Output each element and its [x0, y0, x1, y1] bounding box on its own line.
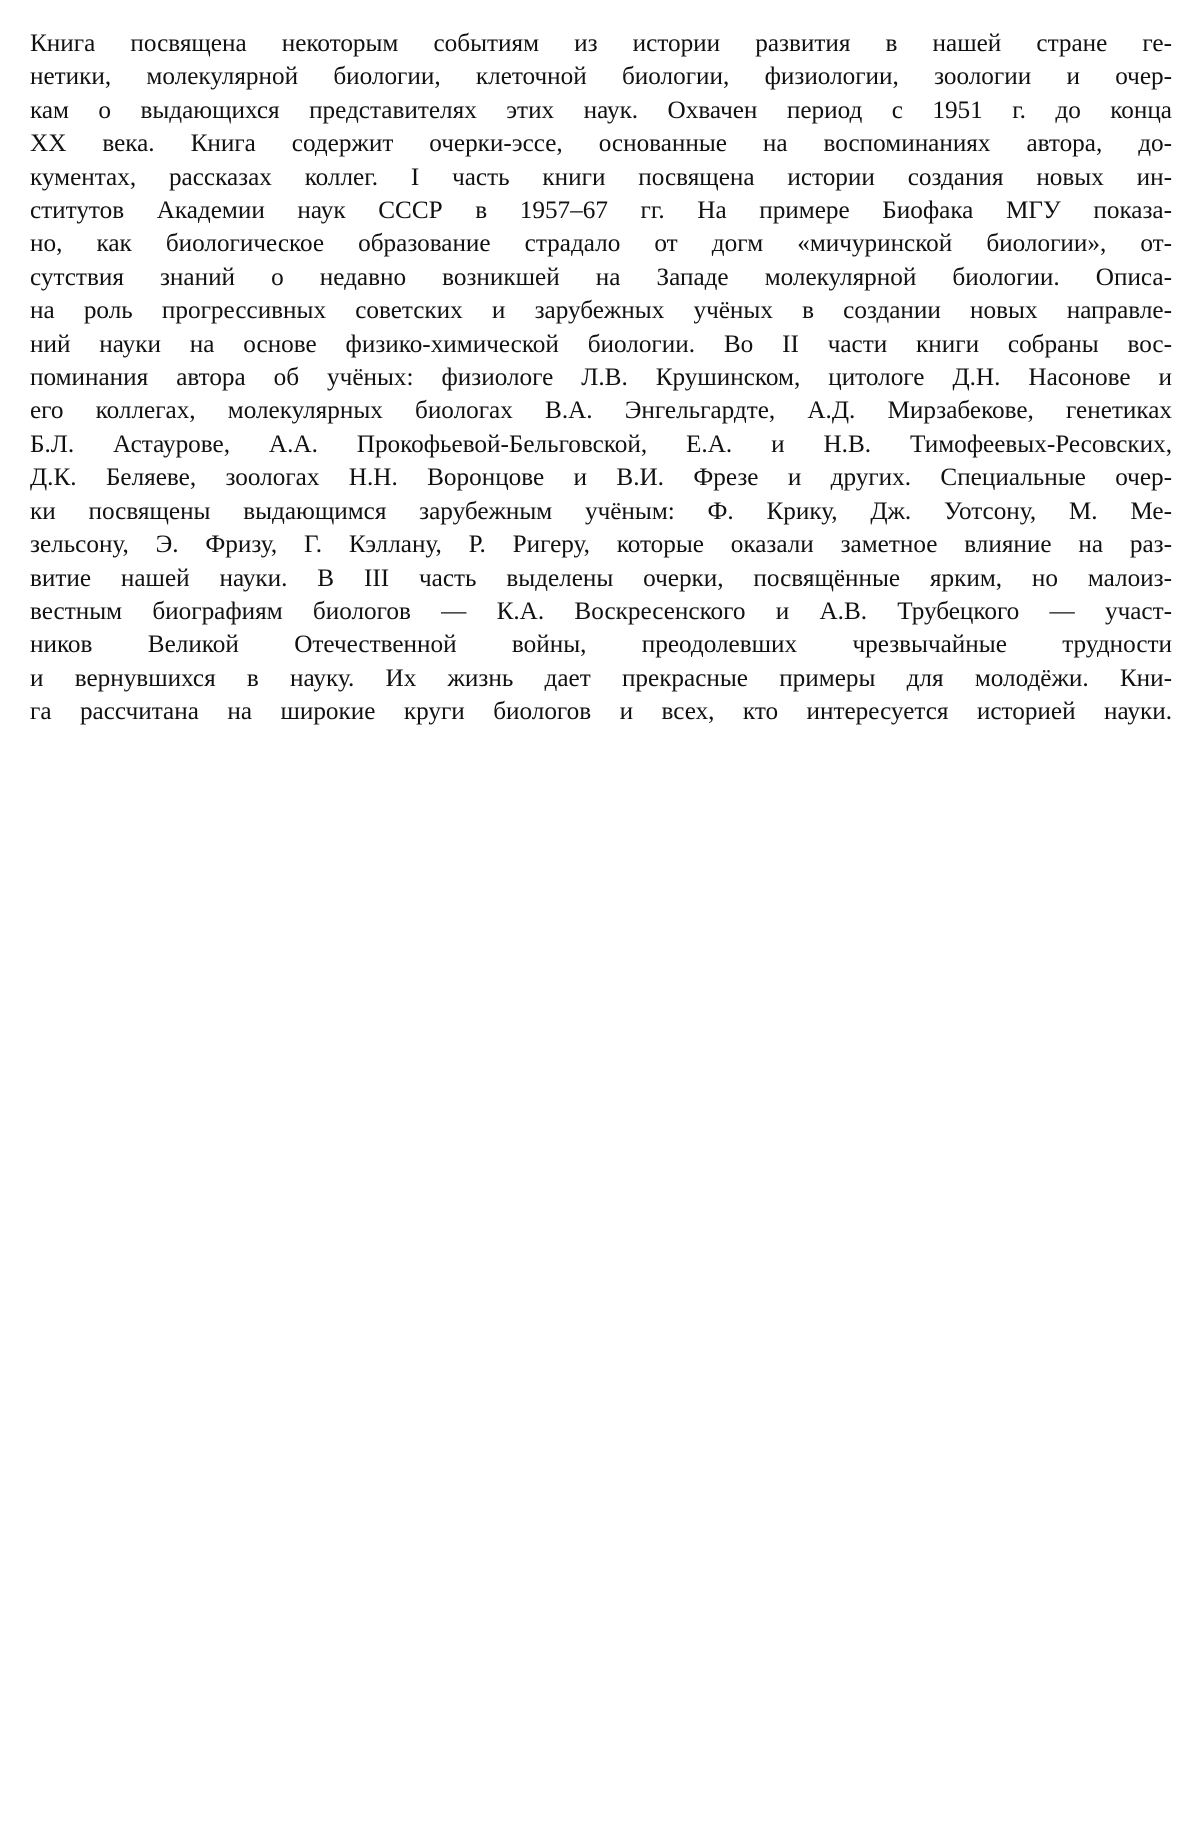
annotation-line-19: ников Великой Отечественной войны, преодолевших чрезвычайные трудности: [30, 631, 1172, 659]
annotation-line-21: га рассчитана на широкие круги биологов и всех, кто интересуется историей науки.: [30, 698, 1172, 726]
annotation-line-13: Б.Л. Астаурове, А.А. Прокофьевой-Бельговской, Е.А. и Н.В. Тимофеевых-Ресовских,: [30, 430, 1172, 458]
annotation-line-17: витие нашей науки. В III часть выделены очерки, посвящённые ярким, но малоиз-: [30, 564, 1172, 592]
annotation-line-1: Книга посвящена некоторым событиям из истории развития в нашей стране ге-: [30, 30, 1172, 57]
annotation-line-7: но, как биологическое образование страдало от догм «мичуринской биологии», от-: [30, 230, 1172, 258]
annotation-line-11: поминания автора об учёных: физиологе Л.В. Крушинском, цитологе Д.Н. Насонове и: [30, 364, 1172, 392]
annotation-line-5: кументах, рассказах коллег. I часть книги посвящена истории создания новых ин-: [30, 163, 1172, 191]
annotation-line-20: и вернувшихся в науку. Их жизнь дает прекрасные примеры для молодёжи. Кни-: [30, 664, 1172, 692]
book-annotation-paragraph: [30, 27, 1172, 729]
annotation-line-2: нетики, молекулярной биологии, клеточной биологии, физиологии, зоологии и очер-: [30, 63, 1172, 91]
annotation-line-18: вестным биографиям биологов — К.А. Воскресенского и А.В. Трубецкого — участ-: [30, 597, 1172, 625]
annotation-line-6: ститутов Академии наук СССР в 1957–67 гг. На примере Биофака МГУ показа-: [30, 197, 1172, 225]
annotation-line-4: XX века. Книга содержит очерки-эссе, основанные на воспоминаниях автора, до-: [30, 130, 1172, 158]
annotation-line-14: Д.К. Беляеве, зоологах Н.Н. Воронцове и В.И. Фрезе и других. Специальные очер-: [30, 464, 1172, 492]
annotation-line-9: на роль прогрессивных советских и зарубежных учёных в создании новых направле-: [30, 297, 1172, 325]
annotation-line-8: сутствия знаний о недавно возникшей на Западе молекулярной биологии. Описа-: [30, 263, 1172, 291]
annotation-line-10: ний науки на основе физико-химической биологии. Во II части книги собраны вос-: [30, 330, 1172, 358]
annotation-line-3: кам о выдающихся представителях этих наук. Охвачен период с 1951 г. до конца: [30, 96, 1172, 124]
annotation-line-12: его коллегах, молекулярных биологах В.А. Энгельгардте, А.Д. Мирзабекове, генетиках: [30, 397, 1172, 425]
annotation-line-16: зельсону, Э. Фризу, Г. Кэллану, Р. Ригеру, которые оказали заметное влияние на раз-: [30, 531, 1172, 559]
annotation-line-15: ки посвящены выдающимся зарубежным учёным: Ф. Крику, Дж. Уотсону, М. Ме-: [30, 497, 1172, 525]
